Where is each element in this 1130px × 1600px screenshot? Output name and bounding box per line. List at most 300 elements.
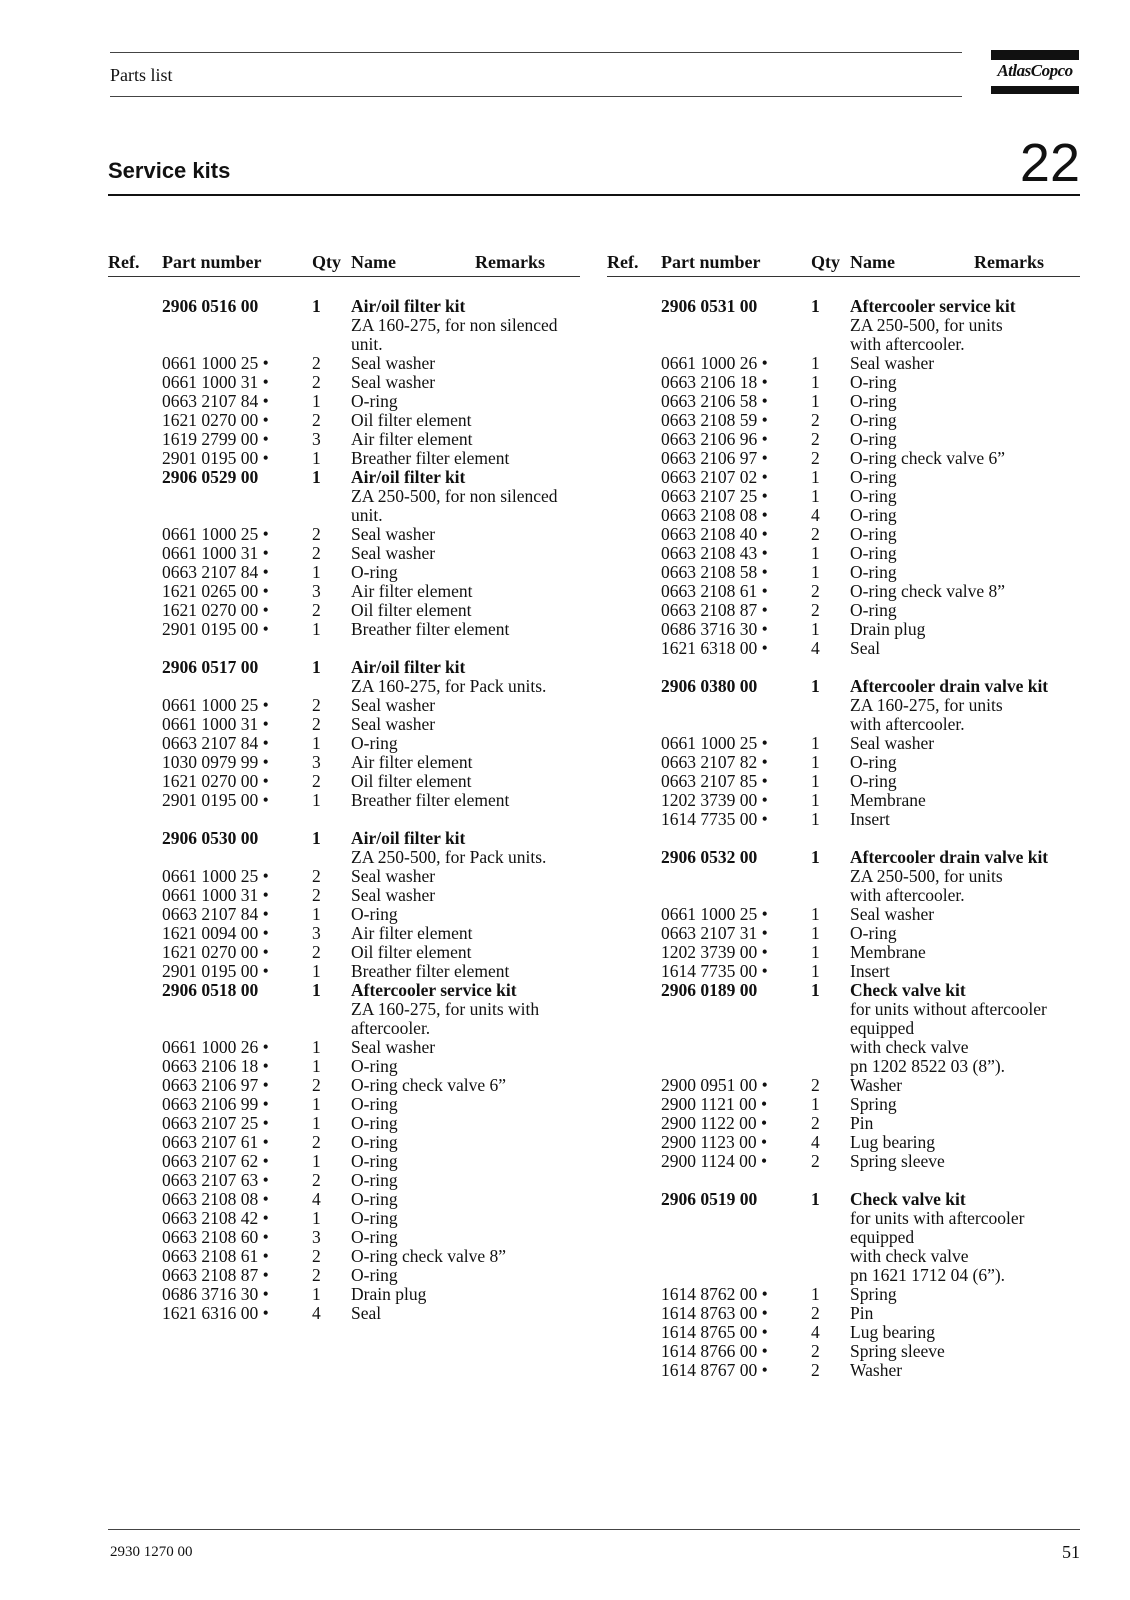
section-number: 22 xyxy=(1019,133,1080,193)
part-qty: 1 xyxy=(312,448,321,468)
part-row xyxy=(108,962,580,981)
part-qty: 2 xyxy=(312,1265,321,1285)
kit-part-number: 2906 0517 00 xyxy=(162,657,259,677)
kit-description: with check valve xyxy=(850,1246,969,1266)
kit-description: equipped xyxy=(850,1018,915,1038)
part-name: O-ring xyxy=(850,543,897,563)
logo-text: AtlasCopco xyxy=(997,61,1073,80)
kit-part-number: 2906 0516 00 xyxy=(162,296,259,316)
part-qty: 2 xyxy=(312,600,321,620)
part-qty: 1 xyxy=(811,619,820,639)
part-row xyxy=(108,411,580,430)
part-name: Seal washer xyxy=(351,353,436,373)
part-row xyxy=(607,1304,1080,1323)
part-name: O-ring check valve 8” xyxy=(850,581,1005,601)
part-number: 2901 0195 00 • xyxy=(162,619,269,639)
part-number: 0663 2107 25 • xyxy=(162,1113,269,1133)
part-qty: 1 xyxy=(811,790,820,810)
part-qty: 3 xyxy=(312,752,321,772)
part-qty: 2 xyxy=(811,1151,820,1171)
header-ref: Ref. xyxy=(607,252,639,272)
part-row xyxy=(108,601,580,620)
part-name: Air filter element xyxy=(351,581,473,601)
part-row xyxy=(607,1133,1080,1152)
part-row xyxy=(607,1285,1080,1304)
header-remarks: Remarks xyxy=(475,252,545,272)
kit-group xyxy=(607,981,1080,1190)
part-qty: 1 xyxy=(312,790,321,810)
kit-name: Air/oil filter kit xyxy=(351,828,466,848)
part-name: O-ring xyxy=(351,1170,398,1190)
part-qty: 2 xyxy=(312,866,321,886)
part-number: 0663 2107 82 • xyxy=(661,752,768,772)
kit-group xyxy=(607,297,1080,677)
page-number: 51 xyxy=(1062,1542,1080,1562)
kit-qty: 1 xyxy=(811,296,820,316)
part-number: 0663 2106 99 • xyxy=(162,1094,269,1114)
part-qty: 2 xyxy=(811,1075,820,1095)
kit-spacer xyxy=(607,658,1080,677)
part-number: 1621 0265 00 • xyxy=(162,581,269,601)
kit-description: for units with aftercooler xyxy=(850,1208,1025,1228)
document-number: 2930 1270 00 xyxy=(110,1544,193,1560)
table-header xyxy=(108,250,580,277)
part-number: 2900 1122 00 • xyxy=(661,1113,768,1133)
part-number: 0661 1000 26 • xyxy=(162,1037,269,1057)
part-number: 0686 3716 30 • xyxy=(661,619,768,639)
part-qty: 2 xyxy=(312,1132,321,1152)
part-row xyxy=(108,1095,580,1114)
part-row xyxy=(108,943,580,962)
part-qty: 2 xyxy=(312,942,321,962)
kit-description: unit. xyxy=(351,505,383,525)
logo-bar-top xyxy=(991,50,1079,60)
part-name: Seal washer xyxy=(351,695,436,715)
part-row xyxy=(607,449,1080,468)
part-row xyxy=(108,1038,580,1057)
part-name: O-ring xyxy=(351,1151,398,1171)
kit-description-row xyxy=(607,1019,1080,1038)
part-row xyxy=(108,373,580,392)
part-name: Oil filter element xyxy=(351,600,472,620)
part-row xyxy=(607,468,1080,487)
part-name: O-ring xyxy=(351,1132,398,1152)
part-number: 0663 2107 25 • xyxy=(661,486,768,506)
part-row xyxy=(607,943,1080,962)
kit-name: Air/oil filter kit xyxy=(351,657,466,677)
kit-group xyxy=(607,848,1080,981)
kit-description-row xyxy=(108,335,580,354)
part-name: Membrane xyxy=(850,790,926,810)
part-name: Seal washer xyxy=(351,866,436,886)
part-number: 0663 2107 84 • xyxy=(162,733,269,753)
part-qty: 1 xyxy=(312,619,321,639)
part-name: O-ring xyxy=(351,1208,398,1228)
part-qty: 2 xyxy=(312,353,321,373)
part-name: Drain plug xyxy=(850,619,926,639)
part-number: 0663 2107 02 • xyxy=(661,467,768,487)
part-name: Seal washer xyxy=(850,353,935,373)
part-row xyxy=(607,601,1080,620)
part-qty: 1 xyxy=(312,1208,321,1228)
part-name: O-ring xyxy=(351,1113,398,1133)
part-qty: 1 xyxy=(312,733,321,753)
part-name: Seal washer xyxy=(351,714,436,734)
part-number: 2900 1123 00 • xyxy=(661,1132,768,1152)
part-name: Breather filter element xyxy=(351,961,510,981)
part-name: O-ring xyxy=(850,923,897,943)
kit-part-number: 2906 0189 00 xyxy=(661,980,758,1000)
part-qty: 1 xyxy=(811,562,820,582)
part-row xyxy=(607,373,1080,392)
part-number: 0663 2106 97 • xyxy=(162,1075,269,1095)
kit-description: ZA 250-500, for units xyxy=(850,866,1003,886)
kit-name: Air/oil filter kit xyxy=(351,296,466,316)
part-qty: 1 xyxy=(312,1284,321,1304)
kit-spacer xyxy=(108,810,580,829)
part-number: 0663 2108 42 • xyxy=(162,1208,269,1228)
part-name: Air filter element xyxy=(351,429,473,449)
part-number: 0686 3716 30 • xyxy=(162,1284,269,1304)
part-number: 0663 2106 18 • xyxy=(661,372,768,392)
header-label: Parts list xyxy=(110,65,173,85)
part-number: 0661 1000 31 • xyxy=(162,372,269,392)
part-number: 1621 0270 00 • xyxy=(162,410,269,430)
part-name: O-ring xyxy=(850,562,897,582)
part-name: Oil filter element xyxy=(351,771,472,791)
part-name: O-ring xyxy=(850,524,897,544)
part-number: 0661 1000 25 • xyxy=(162,866,269,886)
kit-qty: 1 xyxy=(312,657,321,677)
kit-description: equipped xyxy=(850,1227,915,1247)
kit-qty: 1 xyxy=(811,847,820,867)
part-qty: 4 xyxy=(811,1322,820,1342)
part-name: O-ring xyxy=(351,391,398,411)
part-row xyxy=(108,696,580,715)
kit-description: with aftercooler. xyxy=(850,334,965,354)
part-qty: 1 xyxy=(312,1151,321,1171)
part-name: Seal washer xyxy=(850,733,935,753)
part-name: O-ring xyxy=(351,1056,398,1076)
part-name: Pin xyxy=(850,1113,874,1133)
header-name: Name xyxy=(351,252,396,272)
kit-spacer xyxy=(108,639,580,658)
header-part-number: Part number xyxy=(661,252,761,272)
part-number: 0663 2106 96 • xyxy=(661,429,768,449)
kit-description-row xyxy=(108,487,580,506)
part-name: Drain plug xyxy=(351,1284,427,1304)
part-qty: 2 xyxy=(312,524,321,544)
part-row xyxy=(607,810,1080,829)
part-name: Spring xyxy=(850,1094,897,1114)
part-qty: 2 xyxy=(312,1246,321,1266)
kit-part-number: 2906 0531 00 xyxy=(661,296,758,316)
kit-description: ZA 160-275, for units with xyxy=(351,999,540,1019)
kit-description-row xyxy=(108,848,580,867)
part-qty: 2 xyxy=(312,543,321,563)
part-name: O-ring xyxy=(351,562,398,582)
part-row xyxy=(607,392,1080,411)
part-number: 1202 3739 00 • xyxy=(661,942,768,962)
part-name: Seal washer xyxy=(351,524,436,544)
kit-description: with aftercooler. xyxy=(850,714,965,734)
part-name: Pin xyxy=(850,1303,874,1323)
kit-part-number: 2906 0380 00 xyxy=(661,676,758,696)
part-row xyxy=(607,620,1080,639)
parts-column-left xyxy=(108,250,580,1323)
part-row xyxy=(607,1342,1080,1361)
part-qty: 1 xyxy=(312,1037,321,1057)
part-row xyxy=(607,734,1080,753)
part-row xyxy=(108,544,580,563)
part-name: O-ring xyxy=(351,1189,398,1209)
part-name: Oil filter element xyxy=(351,410,472,430)
part-number: 0663 2108 40 • xyxy=(661,524,768,544)
part-name: O-ring xyxy=(850,467,897,487)
part-row xyxy=(607,962,1080,981)
part-number: 0663 2107 85 • xyxy=(661,771,768,791)
part-qty: 2 xyxy=(312,885,321,905)
part-number: 0663 2108 58 • xyxy=(661,562,768,582)
kit-qty: 1 xyxy=(811,1189,820,1209)
part-row xyxy=(108,449,580,468)
part-row xyxy=(108,563,580,582)
header-top-rule xyxy=(110,52,962,53)
kit-part-number: 2906 0530 00 xyxy=(162,828,259,848)
part-name: Seal washer xyxy=(351,543,436,563)
part-number: 0663 2108 87 • xyxy=(162,1265,269,1285)
part-name: O-ring xyxy=(850,486,897,506)
part-row xyxy=(607,772,1080,791)
part-name: Spring sleeve xyxy=(850,1151,945,1171)
part-qty: 2 xyxy=(811,1341,820,1361)
part-number: 1202 3739 00 • xyxy=(661,790,768,810)
part-row xyxy=(607,924,1080,943)
kit-group xyxy=(108,297,580,468)
part-number: 0661 1000 25 • xyxy=(661,904,768,924)
part-qty: 1 xyxy=(811,486,820,506)
kit-description-row xyxy=(108,677,580,696)
part-number: 2900 1124 00 • xyxy=(661,1151,768,1171)
part-qty: 1 xyxy=(312,904,321,924)
kit-description-row xyxy=(607,696,1080,715)
part-row xyxy=(607,430,1080,449)
part-name: Spring sleeve xyxy=(850,1341,945,1361)
part-qty: 2 xyxy=(811,448,820,468)
kit-description: ZA 250-500, for Pack units. xyxy=(351,847,547,867)
part-name: Air filter element xyxy=(351,923,473,943)
kit-header-row xyxy=(108,297,580,316)
part-row xyxy=(108,1228,580,1247)
part-qty: 2 xyxy=(811,1113,820,1133)
part-row xyxy=(108,1057,580,1076)
part-name: Oil filter element xyxy=(351,942,472,962)
kit-description-row xyxy=(607,867,1080,886)
part-number: 0663 2106 18 • xyxy=(162,1056,269,1076)
part-number: 0663 2107 63 • xyxy=(162,1170,269,1190)
kit-description-row xyxy=(607,335,1080,354)
part-number: 1614 7735 00 • xyxy=(661,961,768,981)
part-row xyxy=(108,772,580,791)
part-number: 0661 1000 25 • xyxy=(162,524,269,544)
part-name: Breather filter element xyxy=(351,790,510,810)
kit-list xyxy=(108,297,580,1323)
section-title: Service kits xyxy=(108,158,231,183)
part-qty: 2 xyxy=(811,429,820,449)
part-number: 1621 0270 00 • xyxy=(162,771,269,791)
part-name: O-ring xyxy=(351,1094,398,1114)
part-row xyxy=(108,1171,580,1190)
brand-logo xyxy=(991,50,1079,94)
part-qty: 1 xyxy=(811,1284,820,1304)
kit-description: unit. xyxy=(351,334,383,354)
part-number: 0663 2108 59 • xyxy=(661,410,768,430)
kit-description: pn 1621 1712 04 (6”). xyxy=(850,1265,1006,1285)
kit-group xyxy=(607,1190,1080,1380)
part-name: Seal washer xyxy=(850,904,935,924)
part-name: Breather filter element xyxy=(351,619,510,639)
part-qty: 1 xyxy=(811,467,820,487)
part-qty: 2 xyxy=(811,410,820,430)
part-name: Seal xyxy=(351,1303,382,1323)
header-bottom-rule xyxy=(110,96,962,97)
part-row xyxy=(607,639,1080,658)
part-number: 2900 1121 00 • xyxy=(661,1094,768,1114)
part-qty: 2 xyxy=(312,1075,321,1095)
part-row xyxy=(607,563,1080,582)
part-number: 0663 2107 62 • xyxy=(162,1151,269,1171)
kit-qty: 1 xyxy=(312,467,321,487)
part-name: Seal washer xyxy=(351,1037,436,1057)
part-qty: 2 xyxy=(312,372,321,392)
part-qty: 1 xyxy=(811,1094,820,1114)
part-number: 0663 2107 31 • xyxy=(661,923,768,943)
kit-header-row xyxy=(607,297,1080,316)
part-row xyxy=(108,791,580,810)
part-number: 0661 1000 25 • xyxy=(162,695,269,715)
part-number: 1614 8766 00 • xyxy=(661,1341,768,1361)
part-name: Insert xyxy=(850,961,890,981)
header-remarks: Remarks xyxy=(974,252,1044,272)
kit-description: ZA 250-500, for units xyxy=(850,315,1003,335)
part-qty: 2 xyxy=(811,1360,820,1380)
part-name: Washer xyxy=(850,1075,903,1095)
part-row xyxy=(108,867,580,886)
part-number: 1619 2799 00 • xyxy=(162,429,269,449)
kit-qty: 1 xyxy=(312,828,321,848)
header-qty: Qty xyxy=(811,252,840,272)
part-row xyxy=(607,1323,1080,1342)
section-title-rule xyxy=(108,194,1080,196)
kit-description: for units without aftercooler xyxy=(850,999,1047,1019)
part-qty: 3 xyxy=(312,581,321,601)
header-name: Name xyxy=(850,252,895,272)
part-name: O-ring xyxy=(850,752,897,772)
kit-description: with aftercooler. xyxy=(850,885,965,905)
part-qty: 3 xyxy=(312,429,321,449)
part-row xyxy=(607,487,1080,506)
kit-group xyxy=(108,468,580,658)
part-row xyxy=(607,582,1080,601)
part-qty: 3 xyxy=(312,923,321,943)
part-qty: 3 xyxy=(312,1227,321,1247)
table-header xyxy=(607,250,1080,277)
kit-header-row xyxy=(607,848,1080,867)
part-name: O-ring xyxy=(850,505,897,525)
part-number: 0663 2107 84 • xyxy=(162,391,269,411)
part-name: Lug bearing xyxy=(850,1322,936,1342)
part-qty: 4 xyxy=(312,1189,321,1209)
kit-qty: 1 xyxy=(811,980,820,1000)
kit-description: aftercooler. xyxy=(351,1018,431,1038)
kit-description: ZA 160-275, for units xyxy=(850,695,1003,715)
kit-description-row xyxy=(607,886,1080,905)
part-number: 0663 2108 87 • xyxy=(661,600,768,620)
part-qty: 1 xyxy=(811,961,820,981)
kit-description-row xyxy=(607,1228,1080,1247)
part-number: 0661 1000 25 • xyxy=(162,353,269,373)
part-number: 0663 2107 84 • xyxy=(162,904,269,924)
part-number: 0663 2108 08 • xyxy=(661,505,768,525)
part-name: O-ring xyxy=(351,904,398,924)
kit-description-row xyxy=(108,506,580,525)
part-name: O-ring xyxy=(850,391,897,411)
part-number: 0663 2108 60 • xyxy=(162,1227,269,1247)
part-row xyxy=(108,1114,580,1133)
kit-description-row xyxy=(607,1038,1080,1057)
part-name: O-ring xyxy=(850,372,897,392)
part-qty: 2 xyxy=(811,524,820,544)
kit-description-row xyxy=(607,1209,1080,1228)
part-qty: 1 xyxy=(811,372,820,392)
part-qty: 4 xyxy=(811,1132,820,1152)
part-row xyxy=(108,924,580,943)
part-row xyxy=(607,1114,1080,1133)
part-row xyxy=(108,715,580,734)
part-row xyxy=(108,430,580,449)
kit-description: ZA 250-500, for non silenced xyxy=(351,486,558,506)
part-number: 2901 0195 00 • xyxy=(162,790,269,810)
part-name: O-ring check valve 8” xyxy=(351,1246,506,1266)
part-qty: 2 xyxy=(811,581,820,601)
kit-group xyxy=(108,981,580,1323)
part-number: 0663 2108 08 • xyxy=(162,1189,269,1209)
part-number: 0661 1000 31 • xyxy=(162,714,269,734)
part-name: Seal washer xyxy=(351,885,436,905)
part-number: 1614 8762 00 • xyxy=(661,1284,768,1304)
kit-name: Air/oil filter kit xyxy=(351,467,466,487)
part-row xyxy=(108,753,580,772)
part-row xyxy=(108,1152,580,1171)
part-name: O-ring xyxy=(850,600,897,620)
part-row xyxy=(108,734,580,753)
part-number: 1621 0270 00 • xyxy=(162,600,269,620)
part-row xyxy=(108,1190,580,1209)
kit-description-row xyxy=(607,1000,1080,1019)
kit-qty: 1 xyxy=(312,980,321,1000)
part-row xyxy=(607,411,1080,430)
part-name: Breather filter element xyxy=(351,448,510,468)
part-number: 0663 2107 61 • xyxy=(162,1132,269,1152)
part-qty: 1 xyxy=(312,391,321,411)
kit-qty: 1 xyxy=(811,676,820,696)
part-number: 1614 8765 00 • xyxy=(661,1322,768,1342)
part-row xyxy=(108,1133,580,1152)
kit-header-row xyxy=(607,981,1080,1000)
part-qty: 2 xyxy=(312,714,321,734)
kit-part-number: 2906 0532 00 xyxy=(661,847,758,867)
kit-group xyxy=(607,677,1080,848)
